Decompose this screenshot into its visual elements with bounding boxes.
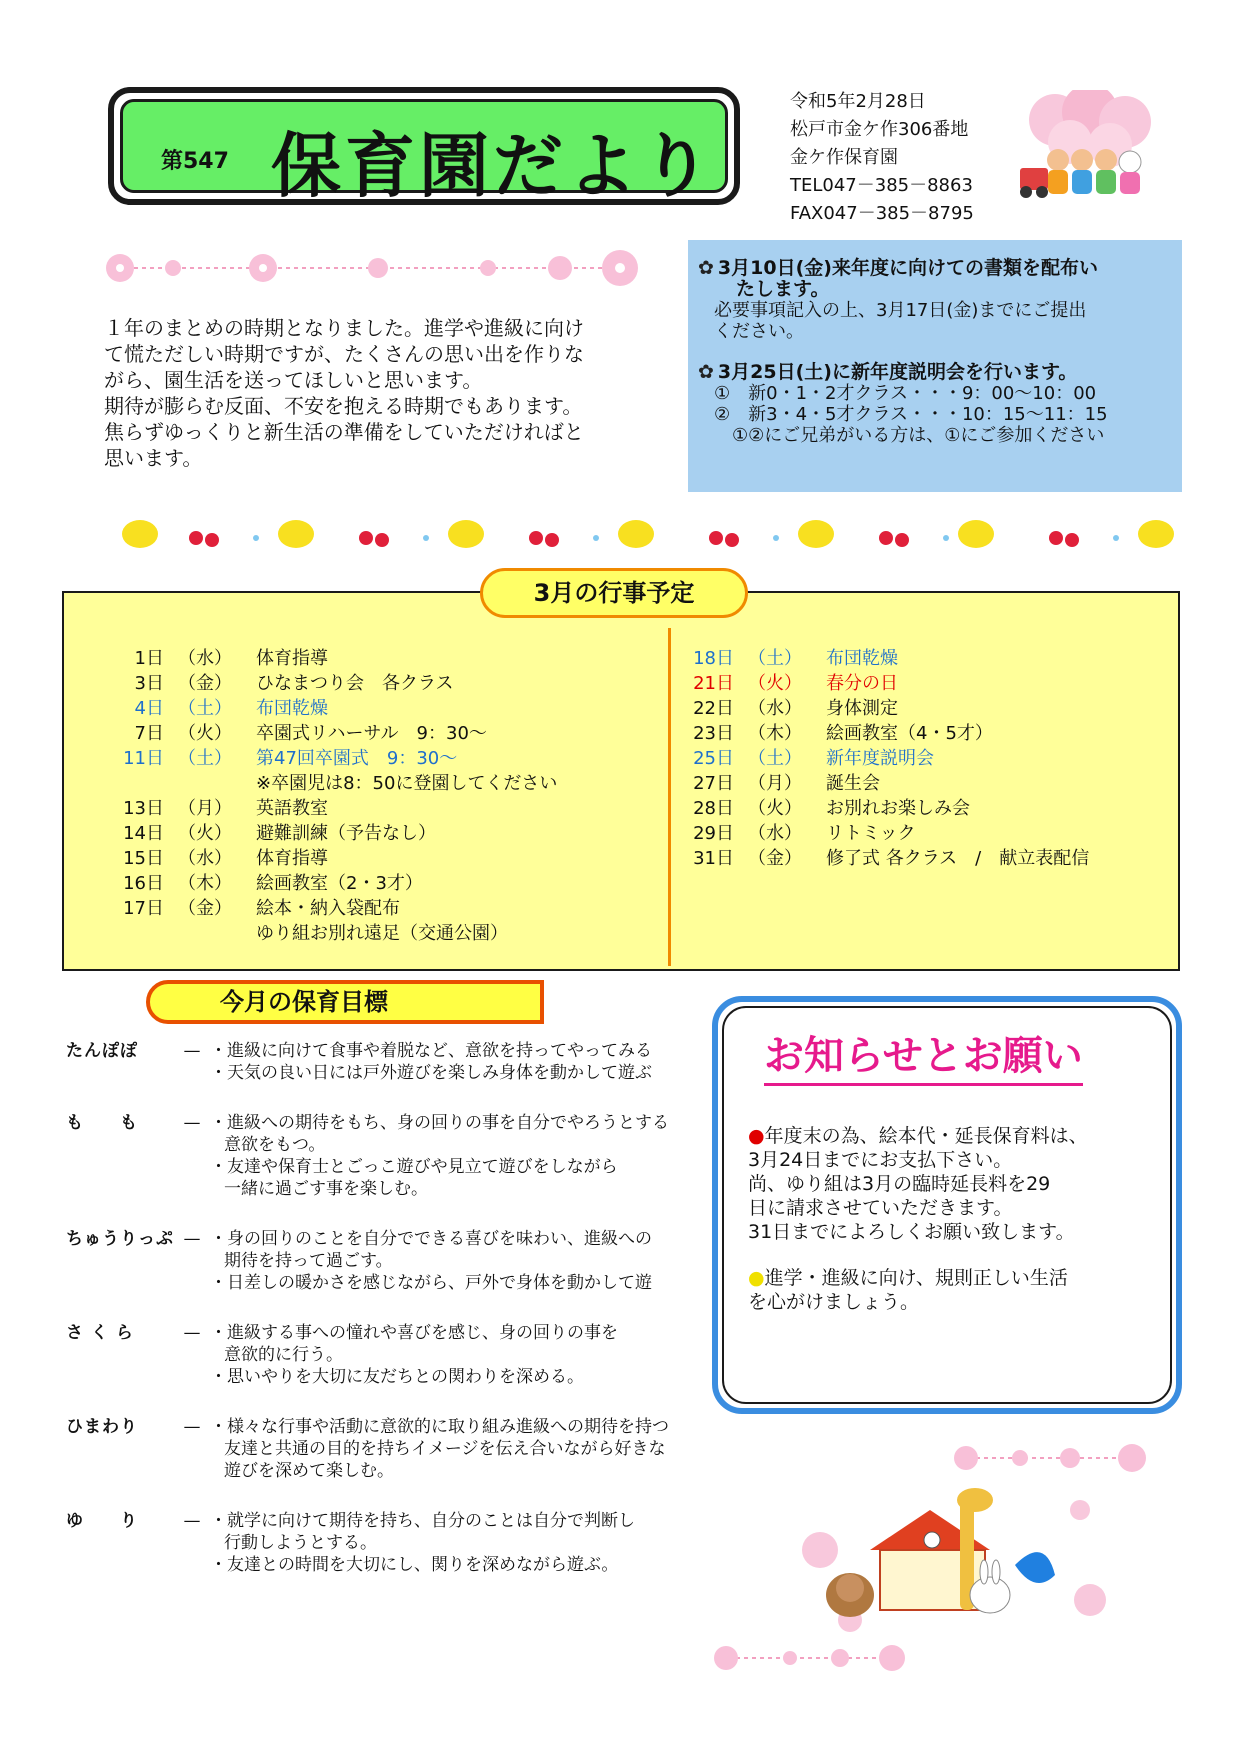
intro-line: 焦らずゆっくりと新生活の準備をしていただければと [104,420,584,444]
event-weekday: （火） [178,723,232,744]
event-text: お別れお楽しみ会 [826,798,970,819]
event-day: 7日 [134,723,164,744]
goal-class-name: ちゅうりっぷ [66,1229,174,1249]
goal-line: 期待を持って過ごす。 [224,1251,393,1271]
event-row [104,921,557,946]
event-weekday: （火） [748,798,802,819]
event-row [104,871,557,896]
event-weekday: （水） [178,848,232,869]
event-text: 修了式 各クラス / 献立表配信 [826,848,1090,869]
document-notice-box [688,240,1182,492]
event-weekday [164,771,234,796]
goal-line: 一緒に過ごす事を楽しむ。 [224,1179,428,1199]
announcement-line: を心がけましょう。 [748,1291,920,1313]
event-row [674,771,1089,796]
announcements-body [748,1124,1162,1314]
goal-line: 意欲的に行う。 [224,1345,343,1365]
event-row [674,846,1089,871]
event-text: 体育指導 [256,848,328,869]
announcement-line: 尚、ゆり組は3月の臨時延長料を29 [748,1173,1051,1195]
goal-line: 友達と共通の目的を持ちイメージを伝え合いながら好きな [224,1439,666,1459]
event-day: 22日 [693,698,734,719]
event-text: 第47回卒園式 9：30～ [256,748,458,769]
event-text: 布団乾燥 [826,648,898,669]
event-row [674,646,1089,671]
issue-date: 令和5年2月28日 [790,91,926,112]
yellow-dot-icon: ● [748,1267,765,1289]
goals-title: 今月の保育目標 [146,980,544,1024]
event-weekday: （土） [178,748,232,769]
event-weekday: （水） [178,648,232,669]
event-weekday [164,921,234,946]
event-text: ゆり組お別れ遠足（交通公園） [256,923,508,944]
goal-class-name: ひまわり [66,1417,138,1437]
event-day: 31日 [693,848,734,869]
intro-line: て慌ただしい時期ですが、たくさんの思い出を作りな [104,342,584,366]
goal-line: ・日差しの暖かさを感じながら、戸外で身体を動かして遊 [210,1273,652,1293]
goal-item [66,1510,746,1576]
notice-item-body: ください。 [714,321,804,342]
announcement-line: ●年度末の為、絵本代・延長保育料は、 [748,1125,1088,1147]
sakura-garland-bottom [710,1640,910,1676]
event-row [674,796,1089,821]
event-day: 27日 [693,773,734,794]
event-day [104,771,164,796]
event-text: 避難訓練（予告なし） [256,823,436,844]
event-row [674,721,1089,746]
goal-line: 意欲をもつ。 [224,1135,326,1155]
event-row [104,896,557,921]
event-day: 21日 [693,673,734,694]
event-text: 絵画教室（2・3才） [256,873,423,894]
goal-class-name: さ く ら [66,1323,134,1343]
header-info [790,88,974,228]
event-text: 絵本・納入袋配布 [256,898,400,919]
event-day: 23日 [693,723,734,744]
announcement-line: ●進学・進級に向け、規則正しい生活 [748,1267,1068,1289]
events-right-column [674,646,1089,871]
event-weekday: （土） [748,648,802,669]
intro-line: がら、園生活を送ってほしいと思います。 [104,368,483,392]
event-row [104,671,557,696]
event-weekday: （土） [178,698,232,719]
goal-lines [210,1322,618,1388]
goal-lines [210,1510,635,1576]
flower-icon: ✿ [698,257,714,279]
event-weekday: （木） [178,873,232,894]
goal-dash: — [183,1323,201,1343]
goal-line: ・進級に向けて食事や着脱など、意欲を持ってやってみる [210,1041,652,1061]
intro-line: 期待が膨らむ反面、不安を抱える時期でもあります。 [104,394,583,418]
event-day: 15日 [123,848,164,869]
event-text: 布団乾燥 [256,698,328,719]
events-title: 3月の行事予定 [480,568,748,618]
event-day: 29日 [693,823,734,844]
event-day: 3日 [134,673,164,694]
goal-item [66,1112,746,1200]
goal-lines [210,1040,652,1084]
goal-item [66,1228,746,1294]
event-day: 25日 [693,748,734,769]
event-weekday: （土） [748,748,802,769]
event-weekday: （月） [748,773,802,794]
announcements-title: お知らせとお願い [764,1024,1083,1086]
event-text: 春分の日 [826,673,898,694]
goal-line: ・就学に向けて期待を持ち、自分のことは自分で判断し [210,1511,635,1531]
event-day: 16日 [123,873,164,894]
event-day: 13日 [123,798,164,819]
goal-dash: — [183,1511,201,1531]
event-text: 身体測定 [826,698,898,719]
kindergarten-animals-illustration [790,1480,1110,1640]
goal-line: ・様々な行事や活動に意欲的に取り組み進級への期待を持つ [210,1417,669,1437]
address: 松戸市金ケ作306番地 [790,119,969,140]
notice-item-heading-cont: たします。 [736,278,830,300]
goals-list [66,1040,746,1604]
intro-line: 思います。 [104,446,203,470]
event-weekday: （火） [178,823,232,844]
goal-dash: — [183,1113,201,1133]
goal-line: ・思いやりを大切に友だちとの関わりを深める。 [210,1367,584,1387]
newsletter-title: 保育園だより [271,125,715,207]
goal-lines [210,1228,652,1294]
intro-paragraph [104,315,664,471]
goal-dash: — [183,1229,201,1249]
notice-item-body: ①②にご兄弟がいる方は、①にご参加ください [732,425,1105,446]
notice-item-body: 必要事項記入の上、3月17日(金)までにご提出 [714,300,1087,321]
sakura-garland-middle [950,1438,1150,1478]
event-day: 4日 [134,698,164,719]
event-day: 18日 [693,648,734,669]
events-left-column [104,646,557,946]
event-day: 14日 [123,823,164,844]
event-day: 11日 [123,748,164,769]
events-divider [668,628,671,966]
kids-cherry-tree-illustration [1010,90,1160,205]
notice-item-heading: ✿ 3月25日(土)に新年度説明会を行います。 [698,361,1078,383]
goal-line: ・進級への期待をもち、身の回りの事を自分でやろうとする [210,1113,669,1133]
goal-dash: — [183,1041,201,1061]
event-row [674,696,1089,721]
event-weekday: （木） [748,723,802,744]
goal-item [66,1322,746,1388]
event-row [674,746,1089,771]
event-text: 英語教室 [256,798,328,819]
event-weekday: （金） [178,898,232,919]
announcement-line: 日に請求させていただきます。 [748,1197,1013,1219]
announcements-box [712,996,1182,1414]
goal-dash: — [183,1417,201,1437]
goal-line: ・身の回りのことを自分でできる喜びを味わい、進級への [210,1229,652,1249]
event-day: 1日 [134,648,164,669]
announcement-line: 3月24日までにお支払下さい。 [748,1149,1013,1171]
event-text: リトミック [826,823,916,844]
goal-line: ・友達との時間を大切にし、関りを深めながら遊ぶ。 [210,1555,619,1575]
event-text: 絵画教室（4・5才） [826,723,993,744]
event-row [674,821,1089,846]
event-day: 17日 [123,898,164,919]
goal-line: ・進級する事への憧れや喜びを感じ、身の回りの事を [210,1323,618,1343]
goal-class-name: たんぽぽ [66,1041,138,1061]
event-weekday: （金） [178,673,232,694]
event-row [104,721,557,746]
notice-item-heading: ✿ 3月10日(金)来年度に向けての書類を配布い [698,257,1098,279]
event-row [104,696,557,721]
notice-item-body: ① 新0・1・2才クラス・・・9：00～10：00 [714,383,1097,404]
goal-lines [210,1112,669,1200]
title-banner-inner [120,99,728,207]
event-row [104,796,557,821]
event-row [104,846,557,871]
event-weekday: （水） [748,823,802,844]
goal-lines [210,1416,669,1482]
goal-line: ・天気の良い日には戸外遊びを楽しみ身体を動かして遊ぶ [210,1063,652,1083]
organization-name: 金ケ作保育園 [790,147,898,168]
event-day: 28日 [693,798,734,819]
chick-cherry-garland [116,510,1182,556]
goal-class-name: ゆ り [66,1511,138,1531]
goal-item [66,1040,746,1084]
flower-icon: ✿ [698,361,714,383]
goal-class-name: も も [66,1113,138,1133]
title-banner [108,87,740,205]
announcement-line: 31日までによろしくお願い致します。 [748,1221,1075,1243]
issue-number: 第547 [161,149,229,174]
event-weekday: （水） [748,698,802,719]
event-row [104,746,557,771]
event-text: 卒園式リハーサル 9：30～ [256,723,487,744]
notice-item-body: ② 新3・4・5才クラス・・・10：15～11：15 [714,404,1108,425]
goal-line: 行動しようとする。 [224,1533,377,1553]
red-dot-icon: ● [748,1125,765,1147]
event-row [674,671,1089,696]
event-text: 新年度説明会 [826,748,934,769]
event-day [104,921,164,946]
event-row [104,821,557,846]
event-weekday: （火） [748,673,802,694]
goal-item [66,1416,746,1482]
event-text: ひなまつり会 各クラス [256,673,454,694]
telephone: TEL047－385－8863 [790,175,973,196]
intro-line: １年のまとめの時期となりました。進学や進級に向け [104,316,584,340]
event-row [104,771,557,796]
goal-line: 遊びを深めて楽しむ。 [224,1461,394,1481]
event-text: 誕生会 [826,773,880,794]
event-text: ※卒園児は8：50に登園してください [256,773,558,794]
event-weekday: （金） [748,848,802,869]
goal-line: ・友達や保育士とごっこ遊びや見立て遊びをしながら [210,1157,618,1177]
sakura-garland-top [98,242,644,292]
event-text: 体育指導 [256,648,328,669]
fax: FAX047－385－8795 [790,203,974,224]
event-weekday: （月） [178,798,232,819]
event-row [104,646,557,671]
